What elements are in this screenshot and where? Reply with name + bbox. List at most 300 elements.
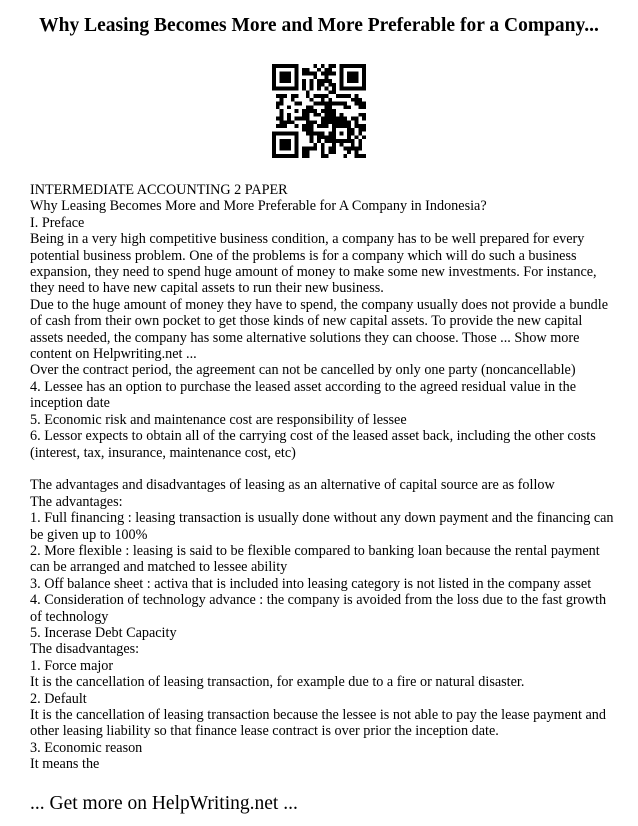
qr-module [272,143,276,147]
qr-module [298,117,302,121]
qr-module [347,135,351,139]
qr-module [283,147,287,151]
qr-module [358,143,362,147]
qr-module [302,150,306,154]
disadvantage-item-1-detail: It is the cancellation of leasing transaction, for example due to a fire or natural disaster. [30,674,525,691]
qr-module [351,64,355,68]
qr-module [325,68,329,72]
qr-module [325,87,329,91]
qr-module [332,135,336,139]
qr-module [321,79,325,83]
qr-module [310,128,314,132]
qr-module [321,147,325,151]
qr-module [287,154,291,158]
qr-module [317,139,321,143]
qr-module [295,147,299,151]
qr-module [347,87,351,91]
qr-module [321,64,325,68]
qr-module [355,64,359,68]
qr-module [272,68,276,72]
qr-module [362,72,366,76]
qr-module [328,64,332,68]
qr-module [332,83,336,87]
advantage-item-4: 4. Consideration of technology advance : the company is avoided from the loss due to the fast growth of technology [30,592,607,625]
qr-module [358,64,362,68]
qr-module [283,143,287,147]
qr-module [358,87,362,91]
qr-module [325,117,329,121]
qr-module [313,109,317,113]
qr-module [280,113,284,117]
qr-module [328,79,332,83]
qr-module [343,139,347,143]
qr-module [336,124,340,128]
qr-module [280,154,284,158]
qr-module [276,87,280,91]
qr-module [340,94,344,98]
qr-module [325,154,329,158]
qr-module [347,72,351,76]
qr-module [291,120,295,124]
qr-module [343,105,347,109]
qr-module [295,150,299,154]
qr-module [295,124,299,128]
qr-module [321,94,325,98]
qr-module [328,150,332,154]
qr-module [291,94,295,98]
get-more-link[interactable]: ... Get more on HelpWriting.net ... [30,793,298,814]
qr-module [332,113,336,117]
qr-module [295,132,299,136]
qr-module [306,124,310,128]
qr-module [313,64,317,68]
qr-module [347,105,351,109]
advantages-heading: The advantages: [30,493,123,510]
qr-module [332,139,336,143]
qr-code-graphic [272,64,366,158]
qr-module [306,154,310,158]
qr-module [362,117,366,121]
paragraph-preface-1: Being in a very high competitive business condition, a company has to be well prepared for every potential business problem. One of the problems is for a company which will do such a business expansion, they need to spend huge amount of money to make some new investments. For instance, they need to have new capital assets to run their new business. [30,231,597,297]
qr-module [306,68,310,72]
qr-module [280,79,284,83]
qr-module [355,79,359,83]
qr-module [340,132,344,136]
qr-module [283,120,287,124]
qr-module [280,139,284,143]
qr-module [321,83,325,87]
disadvantage-item-1: 1. Force major [30,657,114,674]
qr-module [358,113,362,117]
qr-module [287,79,291,83]
blank-line [30,461,615,477]
qr-module [272,154,276,158]
qr-module [328,113,332,117]
qr-module [328,105,332,109]
qr-module [362,68,366,72]
qr-module [351,132,355,136]
qr-module [306,94,310,98]
qr-module [332,117,336,121]
qr-module [302,117,306,121]
qr-module [317,87,321,91]
qr-module [351,143,355,147]
qr-module [295,79,299,83]
qr-module [291,87,295,91]
qr-module [340,68,344,72]
qr-module [343,94,347,98]
qr-module [325,72,329,76]
qr-module [351,75,355,79]
qr-module [310,87,314,91]
qr-module [351,128,355,132]
qr-module [306,147,310,151]
qr-module [343,147,347,151]
qr-module [358,132,362,136]
qr-module [272,132,276,136]
qr-module [272,87,276,91]
qr-module [332,64,336,68]
qr-module [358,105,362,109]
qr-module [310,132,314,136]
qr-module [310,124,314,128]
qr-module [280,94,284,98]
qr-module [355,150,359,154]
qr-module [325,102,329,106]
qr-module [347,139,351,143]
qr-module [340,117,344,121]
qr-module [325,109,329,113]
qr-module [276,105,280,109]
paragraph-heading: INTERMEDIATE ACCOUNTING 2 PAPER [30,182,288,198]
qr-module [355,87,359,91]
qr-module [276,117,280,121]
qr-module [328,109,332,113]
qr-module [332,124,336,128]
qr-module [347,79,351,83]
qr-module [362,83,366,87]
qr-module [336,139,340,143]
qr-module [295,109,299,113]
qr-module [306,120,310,124]
qr-module [358,154,362,158]
qr-module [328,102,332,106]
qr-module [351,139,355,143]
qr-module [321,154,325,158]
advantage-item-1: 1. Full financing : leasing transaction is usually done without any down payment and the financing can be given up to 100% [30,510,614,543]
qr-module [328,139,332,143]
qr-module [280,132,284,136]
qr-module [310,98,314,102]
qr-module [287,143,291,147]
qr-module [313,72,317,76]
qr-module [283,154,287,158]
qr-module [321,135,325,139]
qr-module [328,90,332,94]
qr-module [276,124,280,128]
qr-module [325,113,329,117]
qr-module [351,147,355,151]
qr-module [287,105,291,109]
qr-module [302,72,306,76]
qr-module [313,102,317,106]
document-body [30,182,615,773]
list-item-4-purchase-option: 4. Lessee has an option to purchase the leased asset according to the agreed residual value in the inception date [30,378,577,412]
qr-module [302,68,306,72]
qr-module [302,147,306,151]
qr-module [313,113,317,117]
qr-module [347,147,351,151]
qr-module [343,124,347,128]
qr-module [325,79,329,83]
qr-module [355,124,359,128]
qr-module [287,147,291,151]
document-title: Why Leasing Becomes More and More Preferable for a Company... [39,15,599,36]
qr-module [276,94,280,98]
qr-module [355,102,359,106]
qr-module [317,68,321,72]
qr-module [347,124,351,128]
qr-module [340,87,344,91]
qr-module [336,102,340,106]
qr-module [347,128,351,132]
qr-module [343,87,347,91]
qr-module [302,83,306,87]
qr-module [272,147,276,151]
qr-module [351,72,355,76]
qr-module [325,135,329,139]
qr-module [310,120,314,124]
qr-module [310,139,314,143]
qr-module [291,64,295,68]
qr-module [332,143,336,147]
qr-module [306,109,310,113]
qr-module [306,113,310,117]
qr-module [317,124,321,128]
paragraph-intro-advantages: The advantages and disadvantages of leasing as an alternative of capital source are as follow [30,477,555,494]
qr-module [295,75,299,79]
qr-module [280,143,284,147]
qr-module [362,154,366,158]
paragraph-preface-2: Due to the huge amount of money they have to spend, the company usually does not provide a bundle of cash from their own pocket to get those kinds of new capital assets. To provide the new capital assets needed, the company has some alternative solutions they can choose. Those ... Show more content on Helpwriting.net ... [30,296,609,363]
qr-module [313,75,317,79]
qr-module [291,132,295,136]
qr-module [332,150,336,154]
qr-module [340,79,344,83]
qr-module [362,135,366,139]
qr-module [280,147,284,151]
paragraph-section-label: I. Preface [30,214,85,231]
qr-module [321,72,325,76]
qr-module [280,75,284,79]
qr-module [328,120,332,124]
qr-module [295,154,299,158]
qr-module [351,98,355,102]
qr-module [347,94,351,98]
qr-module [343,154,347,158]
qr-module [310,135,314,139]
qr-module [317,113,321,117]
qr-module [347,150,351,154]
qr-module [306,105,310,109]
qr-module [287,72,291,76]
qr-module [317,132,321,136]
qr-module [328,132,332,136]
qr-module [287,132,291,136]
qr-module [272,64,276,68]
list-item-5-economic-risk: 5. Economic risk and maintenance cost are responsibility of lessee [30,411,407,428]
qr-module [332,128,336,132]
qr-module [310,79,314,83]
qr-module [328,135,332,139]
qr-module [317,79,321,83]
advantage-item-2: 2. More flexible : leasing is said to be flexible compared to banking loan because the rental payment can be arranged and matched to lessee ability [30,542,600,576]
qr-module [306,72,310,76]
qr-module [291,154,295,158]
qr-module [295,139,299,143]
qr-module [321,98,325,102]
qr-module [332,90,336,94]
qr-module [302,79,306,83]
qr-module [355,117,359,121]
qr-module [358,102,362,106]
qr-module [306,128,310,132]
qr-module [340,64,344,68]
qr-module [306,117,310,121]
qr-module [355,154,359,158]
qr-module [355,98,359,102]
qr-module [328,72,332,76]
qr-module [287,113,291,117]
qr-module [321,124,325,128]
qr-module [321,150,325,154]
disadvantage-item-2: 2. Default [30,690,87,707]
qr-module [287,75,291,79]
qr-module [276,132,280,136]
qr-module [347,75,351,79]
qr-module [332,109,336,113]
qr-module [283,64,287,68]
qr-module [317,83,321,87]
qr-module [280,98,284,102]
qr-module [328,68,332,72]
qr-module [328,147,332,151]
qr-module [332,120,336,124]
qr-module [317,135,321,139]
qr-module [336,94,340,98]
qr-module [362,128,366,132]
qr-module [287,120,291,124]
qr-code-icon [272,64,366,158]
qr-module [343,120,347,124]
qr-module [332,72,336,76]
qr-module [283,72,287,76]
qr-module [332,87,336,91]
qr-module [328,98,332,102]
qr-module [283,87,287,91]
qr-module [302,154,306,158]
qr-module [355,135,359,139]
qr-module [295,117,299,121]
qr-module [272,150,276,154]
qr-module [321,120,325,124]
advantage-item-3: 3. Off balance sheet : activa that is included into leasing category is not listed in the company asset [30,575,592,592]
list-item-6-carrying-cost: 6. Lessor expects to obtain all of the carrying cost of the leased asset back, including the other costs (interest, tax, insurance, maintenance cost, etc) [30,428,596,461]
qr-module [343,64,347,68]
qr-module [340,143,344,147]
qr-module [351,79,355,83]
qr-module [336,120,340,124]
qr-module [280,87,284,91]
qr-module [362,113,366,117]
qr-module [283,75,287,79]
qr-module [362,75,366,79]
qr-module [295,94,299,98]
qr-module [310,72,314,76]
qr-module [343,117,347,121]
qr-module [295,143,299,147]
qr-module [340,75,344,79]
qr-module [355,75,359,79]
qr-module [313,94,317,98]
qr-module [280,124,284,128]
qr-module [302,128,306,132]
qr-module [295,102,299,106]
qr-module [272,79,276,83]
disadvantage-item-3-detail: It means the [30,756,100,773]
qr-module [287,64,291,68]
qr-module [355,94,359,98]
qr-module [340,72,344,76]
qr-module [362,87,366,91]
qr-module [355,120,359,124]
qr-module [310,109,314,113]
qr-module [325,75,329,79]
qr-module [280,120,284,124]
qr-module [283,79,287,83]
qr-module [325,94,329,98]
qr-module [347,64,351,68]
qr-module [317,94,321,98]
qr-module [340,120,344,124]
qr-module [325,124,329,128]
qr-module [280,72,284,76]
qr-module [291,98,295,102]
qr-module [358,124,362,128]
advantage-item-5: 5. Incerase Debt Capacity [30,624,177,641]
qr-module [358,128,362,132]
qr-module [325,105,329,109]
qr-module [272,83,276,87]
qr-module [295,72,299,76]
qr-module [313,147,317,151]
qr-module [325,120,329,124]
qr-module [332,147,336,151]
qr-module [325,139,329,143]
qr-module [321,109,325,113]
qr-module [332,132,336,136]
qr-module [276,64,280,68]
qr-module [276,102,280,106]
qr-module [295,64,299,68]
qr-module [340,83,344,87]
qr-module [340,113,344,117]
qr-module [362,102,366,106]
qr-module [302,124,306,128]
paragraph-subtitle: Why Leasing Becomes More and More Preferable for A Company in Indonesia? [30,198,487,215]
qr-module [295,68,299,72]
qr-module [362,105,366,109]
